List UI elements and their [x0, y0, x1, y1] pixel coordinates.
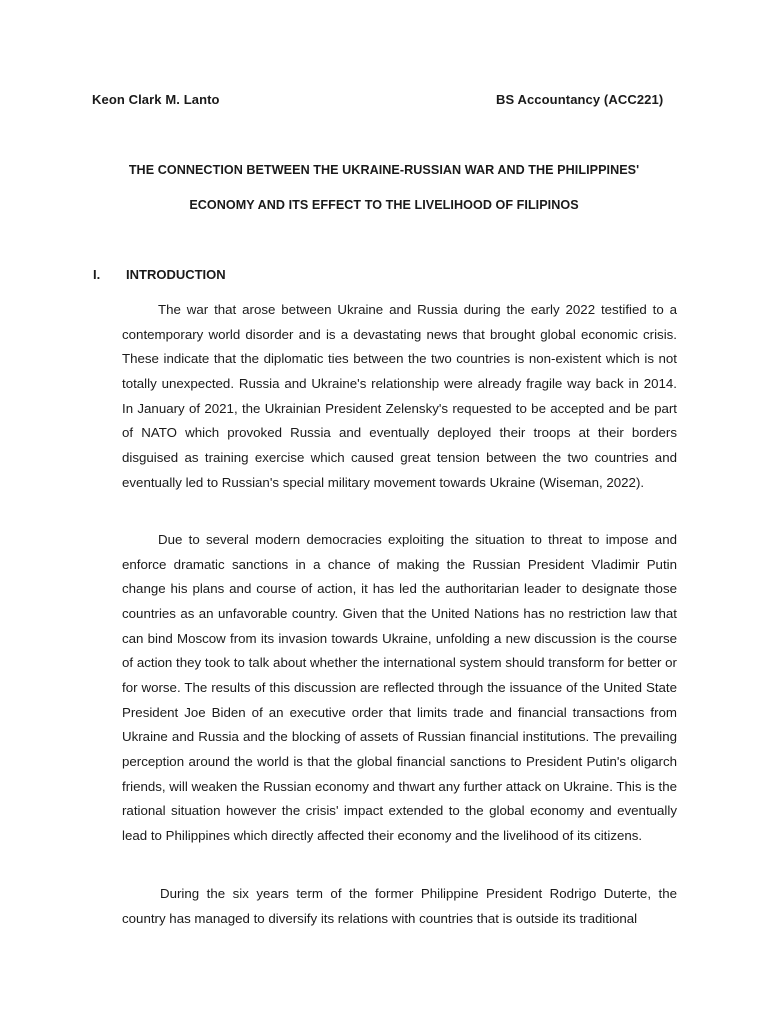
section-number: I. — [93, 267, 101, 282]
document-title-line-1: THE CONNECTION BETWEEN THE UKRAINE-RUSSIAN WAR AND THE PHILIPPINES' — [128, 163, 640, 177]
section-heading: INTRODUCTION — [126, 267, 226, 282]
paragraph-3: During the six years term of the former Philippine President Rodrigo Duterte, the country has managed to diversify its relations with countries that is outside its traditional — [122, 886, 677, 926]
paragraph-2: Due to several modern democracies exploiting the situation to threat to impose and enforce dramatic sanctions in a chance of making the Russian President Vladimir Putin change his plans and course of action, it has led the authoritarian leader to designate those countries as an unfavorable country. Given that the United Nations has no restriction law that can bind Moscow from its invasion towards Ukraine, unfolding a new discussion is the course of action they took to talk about whether the international system should transform for better or for worse. The results of this discussion are reflected through the issuance of the United State President Joe Biden of an executive order that limits trade and financial transactions from Ukraine and Russia and the blocking of assets of Russian financial institutions. The prevailing perception around the world is that the global financial sanctions to President Putin's oligarch friends, will weaken the Russian economy and thwart any further attack on Ukraine. This is the rational situation however the crisis' impact extended to the global economy and eventually lead to Philippines which directly affected their economy and the livelihood of its citizens. — [122, 532, 677, 843]
course-label: BS Accountancy (ACC221) — [496, 92, 664, 107]
paragraph-1: The war that arose between Ukraine and Russia during the early 2022 testified to a contemporary world disorder and is a devastating news that brought global economic crisis. These indicate that the diplomatic ties between the two countries is non-existent which is not totally unexpected. Russia and Ukraine's relationship were already fragile way back in 2014. In January of 2021, the Ukrainian President Zelensky's requested to be accepted and be part of NATO which provoked Russia and eventually deployed their troops at their borders disguised as training exercise which caused great tension between the two countries and eventually led to Russian's special military movement towards Ukraine (Wiseman, 2022). — [122, 302, 677, 490]
author-name: Keon Clark M. Lanto — [92, 92, 220, 107]
document-title-line-2: ECONOMY AND ITS EFFECT TO THE LIVELIHOOD OF FILIPINOS — [189, 198, 579, 212]
